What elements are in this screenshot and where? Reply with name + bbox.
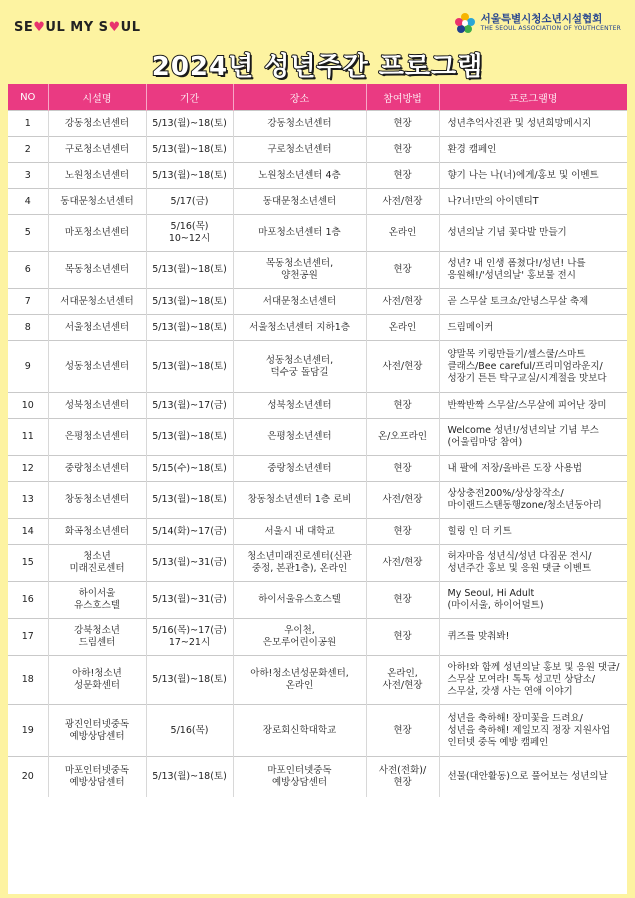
table-row <box>8 189 627 215</box>
cell-row-number: 13 <box>8 482 48 519</box>
logo-text-b: UL MY S <box>45 20 109 35</box>
page-title: 2024년 성년주간 프로그램 <box>151 52 484 82</box>
cell-row-number: 2 <box>8 137 48 163</box>
logo-text-c: UL <box>120 20 141 35</box>
cell-place: 장로회신학대학교 <box>233 705 366 757</box>
cell-row-number: 19 <box>8 705 48 757</box>
org-logo <box>454 12 621 34</box>
cell-participation-method: 현장 <box>366 137 439 163</box>
program-table <box>8 84 627 797</box>
cell-place: 중랑청소년센터 <box>233 456 366 482</box>
cell-program-name: Welcome 성년!/성년의날 기념 부스 (어울림마당 참여) <box>439 419 627 456</box>
cell-program-name: 곧 스무살 토크쇼/안녕스무살 축제 <box>439 289 627 315</box>
cell-period: 5/13(월)~18(토) <box>146 163 233 189</box>
cell-program-name: 아하!와 함께 성년의날 홍보 및 응원 댓글/ 스무살 모여라! 톡톡 성고민 상담소/ 스무살, 갓생 사는 연애 이야기 <box>439 656 627 705</box>
cell-facility-name: 하이서울 유스호스텔 <box>48 582 146 619</box>
cell-row-number: 5 <box>8 215 48 252</box>
cell-period: 5/13(월)~18(토) <box>146 315 233 341</box>
column-header-facility: 시설명 <box>48 84 146 111</box>
cell-facility-name: 성동청소년센터 <box>48 341 146 393</box>
cell-period: 5/13(월)~18(토) <box>146 482 233 519</box>
table-row <box>8 482 627 519</box>
cell-period: 5/14(화)~17(금) <box>146 519 233 545</box>
cell-period: 5/13(월)~31(금) <box>146 545 233 582</box>
cell-period: 5/13(월)~18(토) <box>146 341 233 393</box>
cell-facility-name: 노원청소년센터 <box>48 163 146 189</box>
table-header-row <box>8 84 627 111</box>
cell-period: 5/13(월)~18(토) <box>146 757 233 797</box>
table-row <box>8 315 627 341</box>
table-row <box>8 289 627 315</box>
cell-row-number: 16 <box>8 582 48 619</box>
table-row <box>8 341 627 393</box>
cell-facility-name: 화곡청소년센터 <box>48 519 146 545</box>
column-header-program: 프로그램명 <box>439 84 627 111</box>
cell-facility-name: 광진인터넷중독 예방상담센터 <box>48 705 146 757</box>
cell-participation-method: 현장 <box>366 619 439 656</box>
cell-participation-method: 온라인, 사전/현장 <box>366 656 439 705</box>
table-row <box>8 456 627 482</box>
cell-row-number: 17 <box>8 619 48 656</box>
column-header-method: 참여방법 <box>366 84 439 111</box>
cell-facility-name: 서대문청소년센터 <box>48 289 146 315</box>
table-row <box>8 656 627 705</box>
cell-facility-name: 구로청소년센터 <box>48 137 146 163</box>
cell-period: 5/13(월)~18(토) <box>146 111 233 137</box>
cell-participation-method: 사전(전화)/ 현장 <box>366 757 439 797</box>
cell-program-name: 환경 캠페인 <box>439 137 627 163</box>
cell-facility-name: 강동청소년센터 <box>48 111 146 137</box>
table-row <box>8 619 627 656</box>
cell-period: 5/13(월)~18(토) <box>146 289 233 315</box>
cell-program-name: 성년의날 기념 꽃다발 만들기 <box>439 215 627 252</box>
cell-program-name: 성년? 내 인생 폼쳤다!/성년! 나를 응원해!/'성년의날' 홍보물 전시 <box>439 252 627 289</box>
cell-row-number: 8 <box>8 315 48 341</box>
cell-row-number: 14 <box>8 519 48 545</box>
cell-participation-method: 온/오프라인 <box>366 419 439 456</box>
cell-row-number: 1 <box>8 111 48 137</box>
table-row <box>8 137 627 163</box>
cell-row-number: 12 <box>8 456 48 482</box>
cell-place: 마포청소년센터 1층 <box>233 215 366 252</box>
table-row <box>8 705 627 757</box>
cell-participation-method: 온라인 <box>366 215 439 252</box>
cell-facility-name: 목동청소년센터 <box>48 252 146 289</box>
cell-participation-method: 현장 <box>366 252 439 289</box>
cell-row-number: 18 <box>8 656 48 705</box>
cell-row-number: 10 <box>8 393 48 419</box>
cell-participation-method: 현장 <box>366 456 439 482</box>
cell-program-name: 성년추억사진관 및 성년희망메시지 <box>439 111 627 137</box>
cell-place: 서울시 내 대학교 <box>233 519 366 545</box>
cell-place: 아하!청소년성문화센터, 온라인 <box>233 656 366 705</box>
cell-facility-name: 청소년 미래진로센터 <box>48 545 146 582</box>
cell-place: 동대문청소년센터 <box>233 189 366 215</box>
cell-program-name: 성년을 축하해! 장미꽃을 드려요/ 성년을 축하해! 제일모직 정장 지원사업 인터넷 중독 예방 캠페인 <box>439 705 627 757</box>
cell-program-name: 상상충전200%/상상창작소/ 마이랜드스탠동행zone/청소년동아리 <box>439 482 627 519</box>
cell-participation-method: 현장 <box>366 582 439 619</box>
cell-place: 서대문청소년센터 <box>233 289 366 315</box>
cell-period: 5/13(월)~18(토) <box>146 656 233 705</box>
cell-facility-name: 아하!청소년 성문화센터 <box>48 656 146 705</box>
cell-participation-method: 현장 <box>366 111 439 137</box>
cell-place: 창동청소년센터 1층 로비 <box>233 482 366 519</box>
cell-place: 은평청소년센터 <box>233 419 366 456</box>
cell-participation-method: 사전/현장 <box>366 341 439 393</box>
cell-program-name: 드림메이커 <box>439 315 627 341</box>
cell-period: 5/16(목) 10~12시 <box>146 215 233 252</box>
cell-program-name: 향기 나는 나(너)에게/홍보 및 이벤트 <box>439 163 627 189</box>
table-row <box>8 252 627 289</box>
cell-participation-method: 현장 <box>366 163 439 189</box>
logo-text-a: SE <box>14 20 34 35</box>
cell-row-number: 6 <box>8 252 48 289</box>
flower-logo-icon <box>454 12 476 34</box>
table-row <box>8 393 627 419</box>
cell-participation-method: 사전/현장 <box>366 482 439 519</box>
table-row <box>8 519 627 545</box>
table-row <box>8 545 627 582</box>
cell-place: 우이천, 은모루어린이공원 <box>233 619 366 656</box>
cell-period: 5/13(월)~31(금) <box>146 582 233 619</box>
org-name-ko: 서울특별시청소년시설협회 <box>480 13 603 25</box>
column-header-period: 기간 <box>146 84 233 111</box>
cell-participation-method: 현장 <box>366 393 439 419</box>
cell-facility-name: 동대문청소년센터 <box>48 189 146 215</box>
column-header-no: NO <box>8 84 48 111</box>
cell-row-number: 3 <box>8 163 48 189</box>
cell-period: 5/13(월)~18(토) <box>146 419 233 456</box>
table-row <box>8 215 627 252</box>
heart-icon: ♥ <box>108 20 121 35</box>
table-row <box>8 111 627 137</box>
org-name-en: THE SEOUL ASSOCIATION OF YOUTHCENTER <box>480 25 621 32</box>
cell-place: 목동청소년센터, 양천공원 <box>233 252 366 289</box>
cell-row-number: 20 <box>8 757 48 797</box>
cell-facility-name: 은평청소년센터 <box>48 419 146 456</box>
cell-program-name: 내 팔에 저장/올바른 도장 사용법 <box>439 456 627 482</box>
cell-row-number: 4 <box>8 189 48 215</box>
cell-place: 강동청소년센터 <box>233 111 366 137</box>
cell-facility-name: 중랑청소년센터 <box>48 456 146 482</box>
cell-participation-method: 온라인 <box>366 315 439 341</box>
cell-program-name: 허자마음 성년식/성년 다짐문 전시/ 성년주간 홍보 및 응원 댓글 이벤트 <box>439 545 627 582</box>
cell-participation-method: 사전/현장 <box>366 545 439 582</box>
cell-facility-name: 마포인터넷중독 예방상담센터 <box>48 757 146 797</box>
cell-program-name: 힐링 인 더 키트 <box>439 519 627 545</box>
cell-period: 5/16(목) <box>146 705 233 757</box>
cell-period: 5/13(월)~18(토) <box>146 137 233 163</box>
cell-facility-name: 강북청소년 드림센터 <box>48 619 146 656</box>
cell-row-number: 11 <box>8 419 48 456</box>
top-bar <box>0 0 635 50</box>
cell-period: 5/15(수)~18(토) <box>146 456 233 482</box>
cell-place: 서울청소년센터 지하1층 <box>233 315 366 341</box>
cell-program-name: 선물(대안활동)으로 풀어보는 성년의날 <box>439 757 627 797</box>
cell-place: 마포인터넷중독 예방상담센터 <box>233 757 366 797</box>
cell-facility-name: 서울청소년센터 <box>48 315 146 341</box>
cell-participation-method: 사전/현장 <box>366 189 439 215</box>
heart-icon: ♥ <box>33 20 46 35</box>
table-row <box>8 582 627 619</box>
cell-participation-method: 현장 <box>366 519 439 545</box>
cell-program-name: 양말목 키링만들기/셀스쿨/스마트 클래스/Bee careful/프리미엄라운지/ 성장기 튼튼 탁구교실/시계절을 맛보다 <box>439 341 627 393</box>
cell-place: 하이서울유스호스텔 <box>233 582 366 619</box>
cell-facility-name: 마포청소년센터 <box>48 215 146 252</box>
cell-place: 성북청소년센터 <box>233 393 366 419</box>
cell-facility-name: 창동청소년센터 <box>48 482 146 519</box>
cell-row-number: 15 <box>8 545 48 582</box>
cell-place: 성동청소년센터, 덕수궁 돌담길 <box>233 341 366 393</box>
cell-period: 5/13(월)~17(금) <box>146 393 233 419</box>
cell-row-number: 7 <box>8 289 48 315</box>
cell-program-name: My Seoul, Hi Adult (마이서울, 하이어덜트) <box>439 582 627 619</box>
cell-place: 청소년미래진로센터(신관 중정, 본관1층), 온라인 <box>233 545 366 582</box>
cell-row-number: 9 <box>8 341 48 393</box>
cell-program-name: 퀴즈를 맞춰봐! <box>439 619 627 656</box>
cell-place: 노원청소년센터 4층 <box>233 163 366 189</box>
cell-participation-method: 현장 <box>366 705 439 757</box>
cell-period: 5/17(금) <box>146 189 233 215</box>
table-row <box>8 163 627 189</box>
table-row <box>8 419 627 456</box>
cell-participation-method: 사전/현장 <box>366 289 439 315</box>
cell-program-name: 반짝반짝 스무살/스무살에 피어난 장미 <box>439 393 627 419</box>
seoul-my-soul-logo <box>14 20 141 35</box>
cell-program-name: 나?너!만의 아이덴티T <box>439 189 627 215</box>
cell-place: 구로청소년센터 <box>233 137 366 163</box>
cell-period: 5/13(월)~18(토) <box>146 252 233 289</box>
cell-period: 5/16(목)~17(금) 17~21시 <box>146 619 233 656</box>
cell-facility-name: 성북청소년센터 <box>48 393 146 419</box>
column-header-place: 장소 <box>233 84 366 111</box>
table-row <box>8 757 627 797</box>
program-table-container <box>8 84 627 894</box>
